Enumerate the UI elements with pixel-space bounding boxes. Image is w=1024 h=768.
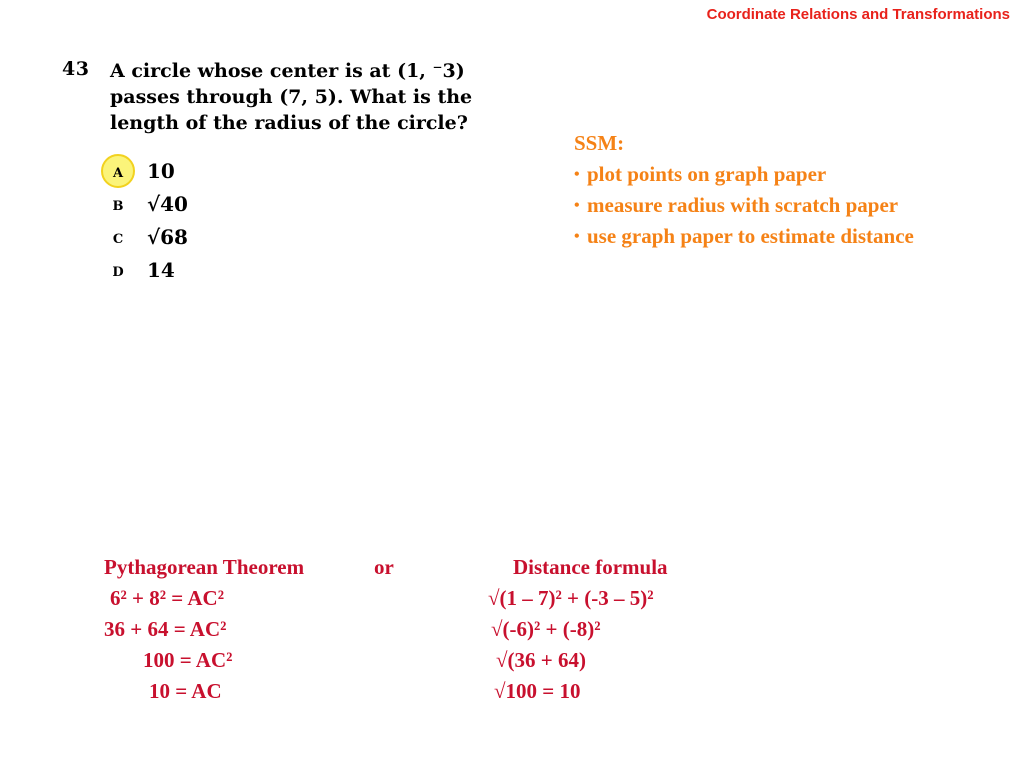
bullet-icon: • [574,228,580,245]
ssm-list [574,159,914,252]
pythagorean-line-4: 10 = AC [149,679,222,703]
distance-line-4: √100 = 10 [494,679,581,703]
choice-a-value: 10 [147,159,175,183]
question-line-3: length of the radius of the circle? [110,112,468,134]
ssm-item-text: measure radius with scratch paper [587,193,899,217]
ssm-title: SSM: [574,131,625,155]
pythagorean-line-3: 100 = AC² [143,648,233,672]
choice-d-letter: D [112,265,124,280]
ssm-item-text: plot points on graph paper [587,162,827,186]
choice-d-value: 14 [147,258,175,282]
distance-line-2: √(-6)² + (-8)² [491,617,601,641]
pythagorean-line-2: 36 + 64 = AC² [104,617,227,641]
page-header-title: Coordinate Relations and Transformations [706,6,1010,23]
choice-b-letter: B [112,199,124,214]
ssm-item-text: use graph paper to estimate distance [587,224,914,248]
choice-c-value: √68 [147,225,188,249]
bullet-icon: • [574,197,580,214]
ssm-notes [574,128,914,252]
question-line-1: A circle whose center is at (1, ⁻3) [110,60,465,82]
distance-heading: Distance formula [513,555,668,579]
ssm-item [574,159,914,190]
bullet-icon: • [574,166,580,183]
pythagorean-heading: Pythagorean Theorem [104,555,305,579]
choice-c-letter: C [112,232,124,247]
ssm-item [574,221,914,252]
distance-line-3: √(36 + 64) [496,648,586,672]
question-number: 43 [62,58,90,80]
or-label: or [374,555,394,579]
choice-b-value: √40 [147,192,188,216]
choice-a-letter: A [112,166,124,181]
question-text [110,58,530,136]
question-line-2: passes through (7, 5). What is the [110,86,473,108]
ssm-item [574,190,914,221]
distance-line-1: √(1 – 7)² + (-3 – 5)² [488,586,654,610]
pythagorean-line-1: 6² + 8² = AC² [110,586,224,610]
